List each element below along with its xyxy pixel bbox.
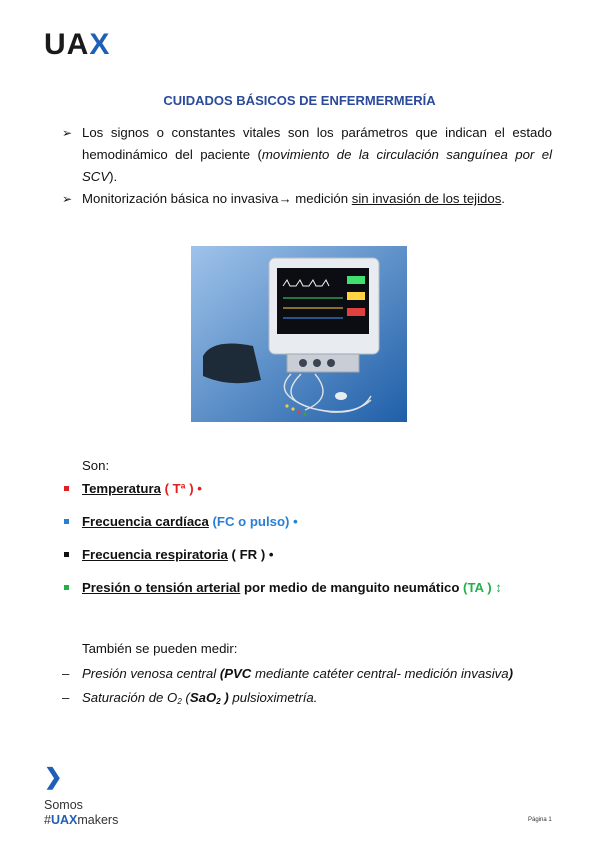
arrow-bullet-icon: ➢ (62, 126, 73, 140)
vital-temperature: Temperatura ( Tª ) • (62, 481, 562, 514)
chevron-right-icon: ❯ (44, 764, 63, 789)
measure-pvc: – Presión venosa central (PVC mediante catéter central- medición invasiva) (62, 666, 514, 681)
also-measured-label: También se pueden medir: (82, 641, 238, 656)
footer-slogan: Somos #UAXmakers (44, 798, 119, 827)
page-number: Página 1 (528, 817, 552, 823)
son-label: Son: (82, 458, 110, 473)
vital-blood-pressure: Presión o tensión arterial por medio de manguito neumático (TA ) ↕ (62, 580, 562, 613)
square-bullet-icon (64, 585, 69, 590)
dash-bullet: – (62, 690, 70, 705)
bullet-vital-signs: ➢ Los signos o constantes vitales son los parámetros que indican el estado hemodinámico del paciente (movimiento de la circulación sanguínea por el SCV). (62, 122, 552, 188)
vital-signs-monitor-image (191, 246, 407, 422)
intro-bullets (62, 122, 552, 210)
arrow-bullet-icon: ➢ (62, 192, 73, 206)
measure-oxygen-saturation: – Saturación de $O_2$ (SaO$_2$ ) pulsioximetría. (62, 690, 318, 706)
dash-bullet: – (62, 666, 70, 681)
vital-signs-list (62, 481, 562, 613)
vital-heart-rate: Frecuencia cardíaca (FC o pulso) • (62, 514, 562, 547)
square-bullet-icon (64, 519, 69, 524)
square-bullet-icon (64, 486, 69, 491)
page-title: CUIDADOS BÁSICOS DE ENFERMERMERÍA (163, 93, 436, 108)
square-bullet-icon (64, 552, 69, 557)
uax-logo: UAX (44, 28, 111, 61)
additional-measures-list (62, 666, 572, 714)
bullet-monitoring: ➢ Monitorización básica no invasiva→ medición sin invasión de los tejidos. (62, 188, 552, 210)
vital-respiratory-rate: Frecuencia respiratoria ( FR ) • (62, 547, 562, 580)
